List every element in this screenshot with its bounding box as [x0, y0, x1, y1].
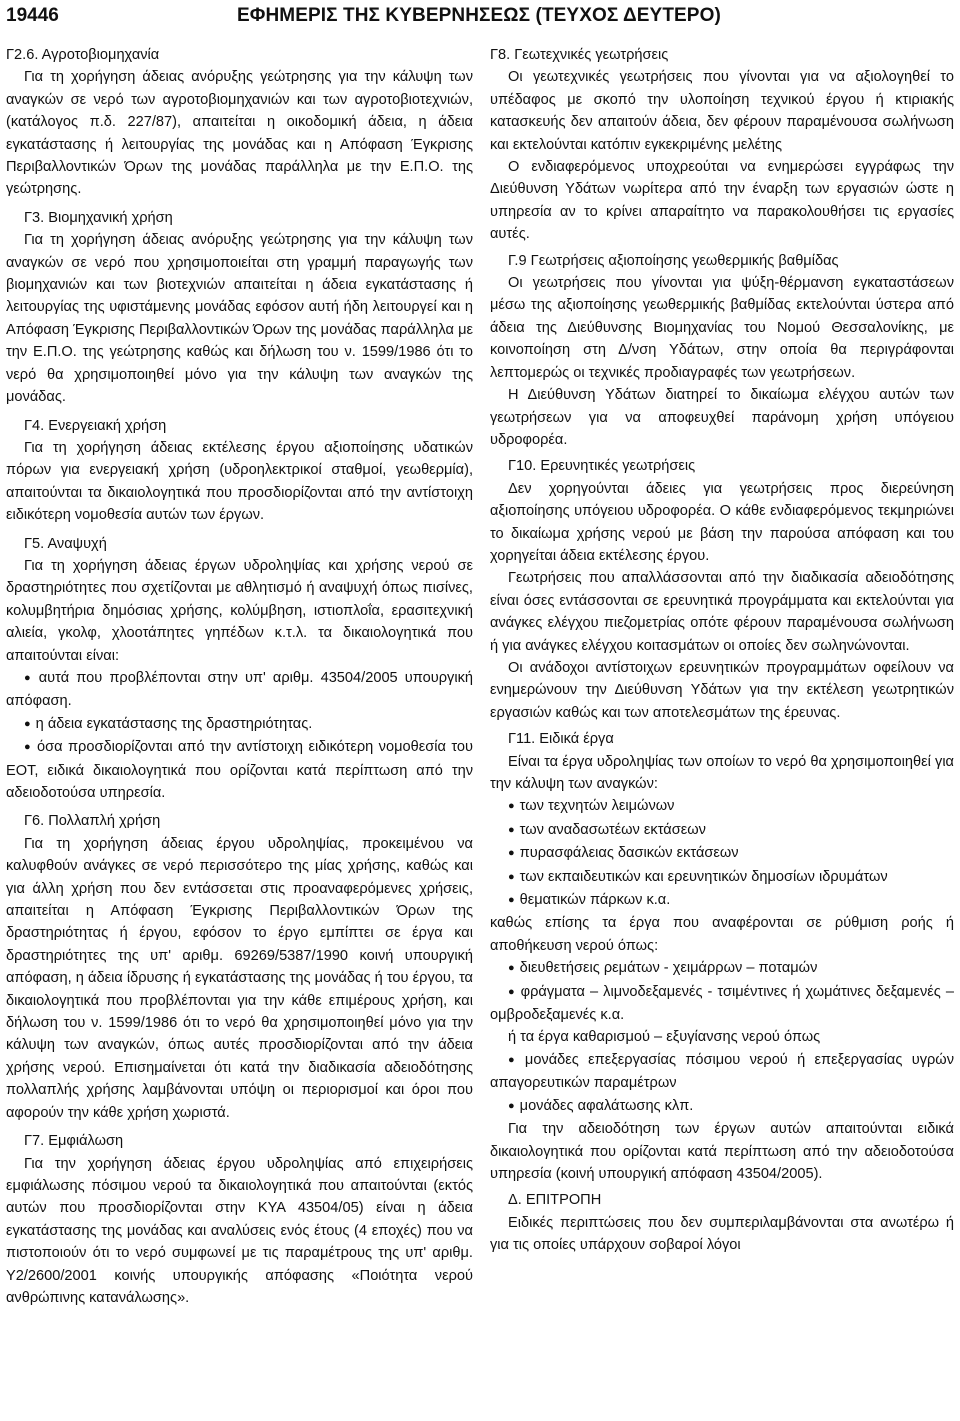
paragraph: Δεν χορηγούνται άδειες για γεωτρήσεις προς διερεύνηση αξιοποίησης υπόγειου υδροφορέα. Ο κάθε ενδιαφερόμενος τεκμηριώνει το δικαίωμα χρήσης νερού με βάση την παρούσα απόφαση και του χορηγείται άδεια εκτέλεσης έργου.: [490, 480, 954, 564]
section-heading: Γ2.6. Αγροτοβιομηχανία: [6, 47, 160, 63]
right-column: [490, 44, 954, 1257]
section-heading: Γ4. Ενεργειακή χρήση: [24, 417, 167, 434]
paragraph: Για τη χορήγηση άδειας ανόρυξης γεώτρησης για την κάλυψη των αναγκών σε νερό που χρησιμοποιείται στη γραμμή παραγωγής των βιομηχανιών και των βιοτεχνιών απαιτείται η άδεια εγκατάστασης ή λειτουργίας της υφιστάμενης μονάδας εφόσον αυτή ήδη λειτουργεί και η Απόφαση Έγκρισης Περιβαλλοντικών Όρων της μονάδας παράλληλα με την Ε.Π.Ο. της γεώτρησης καθώς και δήλωση του ν. 1599/1986 ότι το νερό θα χρησιμοποιηθεί μόνο για την κάλυψη των αναγκών της μονάδας.: [6, 232, 473, 406]
paragraph: Οι γεωτρήσεις που γίνονται για ψύξη-θέρμανση εγκαταστάσεων μέσω της αξιοποίησης γεωθερμικής βαθμίδας εκτελούνται ύστερα από άδεια της Διεύθυνσης Βιομηχανίας του Νομού Θεσσαλονίκης, με κοινοποίηση στη Δ/νση Υδάτων, στην οποία θα περιγράφονται λεπτομερώς οι τεχνικές προδιαγραφές των γεωτρήσεων.: [490, 275, 954, 381]
bullet-item: ● αυτά που προβλέπονται στην υπ' αριθμ. 43504/2005 υπουργική απόφαση.: [6, 667, 473, 713]
bullet-item: ● πυρασφάλειας δασικών εκτάσεων: [490, 842, 954, 865]
paragraph: Για την χορήγηση άδειας έργου υδροληψίας από επιχειρήσεις εμφιάλωσης πόσιμου νερού τα δικαιολογητικά που απαιτούνται (εκτός αυτών που προσδιορίζονται στην ΚΥΑ 43504/05) είναι η άδεια εγκατάστασης της μονάδας και αναλύσεις ενός έτους (4 εποχές) που να πιστοποιούν ότι το νερό συμφωνεί με τις παραμέτρους της υπ' αριθμ. Υ2/2600/2001 κοινής υπουργικής απόφασης «Ποιότητα νερού ανθρώπινης κατανάλωσης».: [6, 1155, 473, 1306]
bullet-item: ● μονάδες αφαλάτωσης κλπ.: [490, 1095, 954, 1118]
bullet-item: ● των αναδασωτέων εκτάσεων: [490, 819, 954, 842]
paragraph: Για τη χορήγηση άδειας εκτέλεσης έργου αξιοποίησης υδατικών πόρων για ενεργειακή χρήση (υδροηλεκτρικοί σταθμοί, γεωθερμία), απαιτούνται τα δικαιολογητικά που προσδιορίζονται από την αντίστοιχη ειδικότερη νομοθεσία αυτών των έργων.: [6, 439, 473, 524]
paragraph: Γεωτρήσεις που απαλλάσσονται από την διαδικασία αδειοδότησης είναι όσες εντάσσονται σε ερευνητικά προγράμματα και εκτελούνται για ανάγκες ελέγχου πιεζομετρίας οπότε φέρουν παραμένουσα σωλήνωση ή για ανάγκες ελέγχου κοιτασμάτων οι οποίες δεν σωληνώνονται.: [490, 570, 954, 654]
section-heading: Γ6. Πολλαπλή χρήση: [24, 813, 161, 830]
bullet-item: ● φράγματα – λιμνοδεξαμενές - τσιμέντινες ή χωμάτινες δεξαμενές – ομβροδεξαμενές κ.α.: [490, 981, 954, 1027]
paragraph: Ειδικές περιπτώσεις που δεν συμπεριλαμβάνονται στα ανωτέρω ή για τις οποίες υπάρχουν σοβαροί λόγοι: [490, 1214, 954, 1254]
section-heading: Γ7. Εμφιάλωση: [24, 1133, 124, 1150]
paragraph: Για τη χορήγηση άδειας έργου υδροληψίας, προκειμένου να καλυφθούν ανάγκες σε νερό περισσότερο της μίας χρήσης, καθώς και για άλλη χρήση που δεν εντάσσεται στις προαναφερόμενες χρήσεις, απαιτείται η Απόφαση Έγκρισης Περιβαλλοντικών Όρων της δραστηριότητας ή έργου, εφόσον το έργο εμπίπτει σε έργα και δραστηριότητες της υπ' αριθμ. 69269/5387/1990 κοινή υπουργική απόφαση, η άδεια ίδρυσης ή εγκατάστασης της μονάδας ή του έργου, τα δικαιολογητικά που προβλέπονται για την κάθε επιμέρους χρήση, και δήλωση του ν. 1599/1986 ότι το νερό θα χρησιμοποιηθεί μόνο για την κάλυψη των αναγκών, όπως αυτές προσδιορίζονται από την άδεια χρήσης νερού. Επισημαίνεται ότι κατά την διαδικασία αδειοδότησης πολλαπλής χρήσης λαμβάνονται υπόψη οι περιορισμοί και όροι που αφορούν την κάθε χρήση χωριστά.: [6, 835, 473, 1121]
left-column: [6, 44, 473, 1309]
page-header: [6, 2, 954, 36]
section-heading: Γ8. Γεωτεχνικές γεωτρήσεις: [490, 47, 669, 63]
bullet-item: ● όσα προσδιορίζονται από την αντίστοιχη ειδικότερη νομοθεσία του ΕΟΤ, ειδικά δικαιολογητικά που ορίζονται κατά περίπτωση από την αδειοδοτούσα υπηρεσία.: [6, 736, 473, 804]
bullet-item: ● διευθετήσεις ρεμάτων - χειμάρρων – ποταμών: [490, 957, 954, 980]
paragraph: Οι γεωτεχνικές γεωτρήσεις που γίνονται για να αξιολογηθεί το υπέδαφος με σκοπό την υλοποίηση τεχνικού έργου ή κτιριακής κατασκευής δεν απαιτούν άδεια, δεν φέρουν παραμένουσα σωλήνωση και εκτελούνται κατόπιν εγκεκριμένης μελέτης: [490, 69, 954, 153]
bullet-item: ● των τεχνητών λειμώνων: [490, 795, 954, 818]
section-heading: Γ.9 Γεωτρήσεις αξιοποίησης γεωθερμικής βαθμίδας: [508, 252, 839, 269]
bullet-item: ● μονάδες επεξεργασίας πόσιμου νερού ή επεξεργασίας υγρών απαγορευτικών παραμέτρων: [490, 1049, 954, 1095]
bullet-item: ● των εκπαιδευτικών και ερευνητικών δημοσίων ιδρυμάτων: [490, 866, 954, 889]
paragraph: Είναι τα έργα υδροληψίας των οποίων το νερό θα χρησιμοποιηθεί για την κάλυψη των αναγκών:: [490, 753, 954, 792]
paragraph: Για την αδειοδότηση των έργων αυτών απαιτούνται ειδικά δικαιολογητικά που ορίζονται κατά περίπτωση από την αδειοδοτούσα υπηρεσία (κοινή υπουργική απόφαση 43504/2005).: [490, 1121, 954, 1182]
paragraph: καθώς επίσης τα έργα που αναφέρονται σε ρύθμιση ροής ή αποθήκευση νερού όπως:: [490, 915, 954, 954]
paragraph: Για τη χορήγηση άδειας ανόρυξης γεώτρησης για την κάλυψη των αναγκών σε νερό των αγροτοβιομηχανιών και των αγροτοβιοτεχνιών, (κατάλογος π.δ. 227/87), απαιτείται η οικοδομική άδεια, η άδεια εγκατάστασης ή λειτουργίας της μονάδας και η Απόφαση Έγκρισης Περιβαλλοντικών Όρων της μονάδας παράλληλα με την Ε.Π.Ο. της γεώτρησης.: [6, 69, 473, 198]
paragraph: Για τη χορήγηση άδειας έργων υδροληψίας και χρήσης νερού σε δραστηριότητες που σχετίζονται με αθλητισμό ή αναψυχή όπως πισίνες, κολυμβητήρια δημόσιας χρήσης, κολύμβηση, ιστιοπλοΐα, ερασιτεχνική αλιεία, γκολφ, χλοοτάπητες γηπέδων κ.τ.λ. τα δικαιολογητικά που απαιτούνται είναι:: [6, 557, 473, 664]
section-heading: Δ. ΕΠΙΤΡΟΠΗ: [508, 1192, 602, 1209]
bullet-item: ● θεματικών πάρκων κ.α.: [490, 889, 954, 912]
section-heading: Γ5. Αναψυχή: [24, 535, 107, 552]
section-heading: Γ11. Ειδικά έργα: [508, 731, 614, 748]
paragraph: ή τα έργα καθαρισμού – εξυγίανσης νερού όπως: [508, 1029, 821, 1046]
section-heading: Γ3. Βιομηχανική χρήση: [24, 209, 173, 226]
section-heading: Γ10. Ερευνητικές γεωτρήσεις: [508, 458, 696, 475]
bullet-item: ● η άδεια εγκατάστασης της δραστηριότητας.: [6, 713, 473, 736]
page-number: 19446: [6, 5, 59, 26]
paragraph: Ο ενδιαφερόμενος υποχρεούται να ενημερώσει εγγράφως την Διεύθυνση Υδάτων νωρίτερα από την έναρξη των εργασιών ώστε η υπηρεσία αν το κρίνει απαραίτητο να παρακολουθήσει τις εργασίες αυτές.: [490, 159, 954, 243]
paragraph: Οι ανάδοχοι αντίστοιχων ερευνητικών προγραμμάτων οφείλουν να ενημερώνουν την Διεύθυνση Υδάτων για την εκτέλεση γεωτρητικών εργασιών καθώς και των αποτελεσμάτων της έρευνας.: [490, 659, 954, 721]
paragraph: Η Διεύθυνση Υδάτων διατηρεί το δικαίωμα ελέγχου αυτών των γεωτρήσεων για να αποφευχθεί παράνομη χρήση υπόγειου υδροφορέα.: [490, 387, 954, 448]
gazette-title: ΕΦΗΜΕΡΙΣ ΤΗΣ ΚΥΒΕΡΝΗΣΕΩΣ (ΤΕΥΧΟΣ ΔΕΥΤΕΡΟ): [237, 5, 721, 26]
